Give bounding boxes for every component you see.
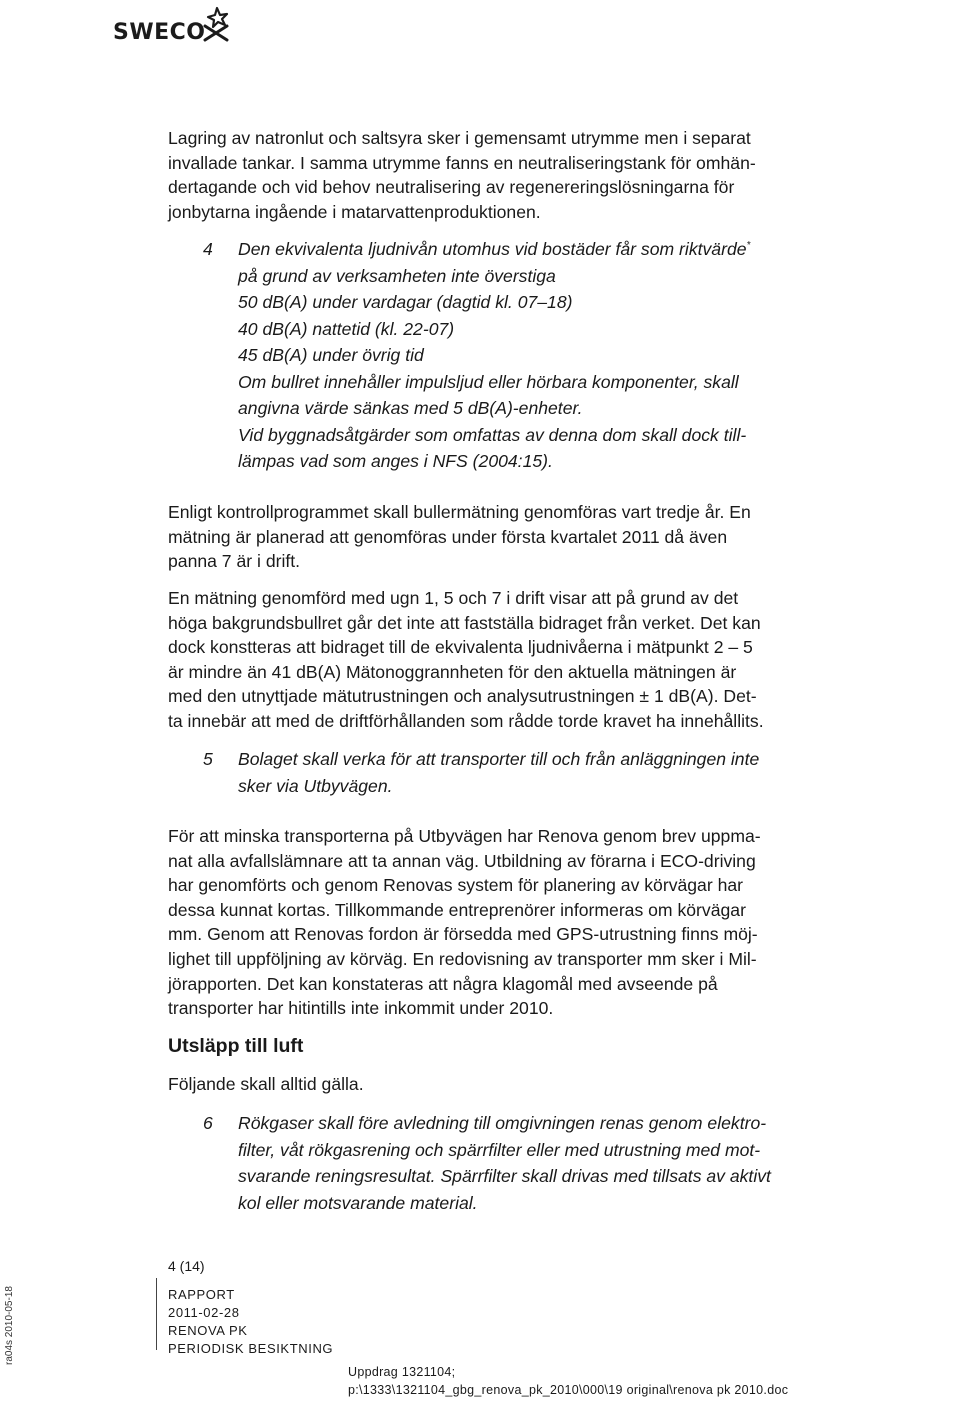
text-line: Följande skall alltid gälla. [168, 1074, 364, 1094]
condition-line-text: Den ekvivalenta ljudnivån utomhus vid bostäder får som riktvärde [238, 239, 747, 259]
text-line: ta innebär att med de driftförhållanden som rådde torde kravet ha innehållits. [168, 710, 764, 731]
logo-text: SWECO [113, 20, 206, 45]
text-line: För att minska transporterna på Utbyvägen har Renova genom brev uppma- [168, 826, 761, 846]
condition-line: angivna värde sänkas med 5 dB(A)-enheter. [238, 398, 583, 418]
condition-line: 50 dB(A) under vardagar (dagtid kl. 07–18) [238, 292, 573, 312]
page-number: 4 (14) [168, 1258, 205, 1274]
text-line: mätning är planerad att genomföras under första kvartalet 2011 då även [168, 526, 728, 547]
text-line: dock konstteras att bidraget till de ekvivalenta ljudnivåerna i mätpunkt 2 – 5 [168, 637, 753, 658]
footer-divider [156, 1278, 157, 1350]
text-line: jonbytarna ingående i matarvattenproduktionen. [168, 201, 541, 222]
footer-date: 2011-02-28 [168, 1305, 240, 1320]
condition-line: Bolaget skall verka för att transporter till och från anläggningen inte [238, 749, 760, 769]
condition-line: på grund av verksamheten inte överstiga [238, 265, 556, 286]
text-line: lighet till uppföljning av körväg. En redovisning av transporter mm sker i Mil- [168, 948, 757, 969]
footer-client: RENOVA PK [168, 1323, 248, 1338]
text-line: med den utnyttjade mätutrustningen och analysutrustningen ± 1 dB(A). Det- [168, 686, 757, 707]
control-paragraph [168, 500, 808, 574]
condition-number: 5 [203, 749, 213, 769]
text-line: Enligt kontrollprogrammet skall bullermätning genomföras vart tredje år. En [168, 502, 751, 522]
condition-line: sker via Utbyvägen. [238, 775, 393, 796]
footer-subject: PERIODISK BESIKTNING [168, 1341, 334, 1356]
footer-doc-type: RAPPORT [168, 1287, 235, 1302]
footer-block [168, 1286, 333, 1358]
condition-line: Vid byggnadsåtgärder som omfattas av denna dom skall dock till- [238, 424, 747, 445]
section-heading: Utsläpp till luft [168, 1035, 304, 1057]
text-line: transporter har hitintills inte inkommit under 2010. [168, 998, 554, 1019]
condition-line: Rökgaser skall före avledning till omgivningen renas genom elektro- [238, 1113, 767, 1133]
condition-line: 45 dB(A) under övrig tid [238, 345, 424, 365]
text-line: har genomförts och genom Renovas system för planering av körvägar har [168, 875, 744, 896]
text-line: är mindre än 41 dB(A) Mätonoggrannheten för den aktuella mätningen är [168, 661, 737, 682]
intro-paragraph [168, 126, 808, 224]
condition-number: 6 [203, 1113, 213, 1133]
text-line: höga bakgrundsbullret går det inte att fastställa bidraget från verket. Det kan [168, 612, 761, 633]
measurement-paragraph [168, 586, 808, 734]
text-line: nat alla avfallslämnare att ta annan väg. Utbildning av förarna i ECO-driving [168, 850, 756, 871]
text-line: dertagande och vid behov neutralisering av regenereringslösningarna för [168, 177, 735, 198]
condition-line: svarande reningsresultat. Spärrfilter skall drivas med tillsats av aktivt [238, 1166, 771, 1186]
text-line: invallade tankar. I samma utrymme fanns en neutraliseringstank för omhän- [168, 152, 756, 173]
condition-line: lämpas vad som anges i NFS (2004:15). [238, 451, 553, 471]
condition-line: Om bullret innehåller impulsljud eller hörbara komponenter, skall [238, 371, 739, 392]
condition-line: filter, våt rökgasrening och spärrfilter eller med utrustning med mot- [238, 1139, 761, 1160]
text-line: dessa kunnat kortas. Tillkommande entreprenörer informeras om körvägar [168, 899, 746, 920]
assignment-number: Uppdrag 1321104; [348, 1365, 456, 1379]
text-line: panna 7 är i drift. [168, 551, 301, 572]
footnote-marker: * [746, 240, 751, 252]
sweco-star-icon [201, 6, 233, 42]
text-line: En mätning genomförd med ugn 1, 5 och 7 i drift visar att på grund av det [168, 588, 739, 608]
text-line: jörapporten. Det kan konstateras att några klagomål med avseende på [168, 973, 718, 994]
text-line: mm. Genom att Renovas fordon är försedda med GPS-utrustning finns möj- [168, 924, 758, 945]
text-line: Lagring av natronlut och saltsyra sker i gemensamt utrymme men i separat [168, 128, 751, 148]
always-paragraph [168, 1072, 808, 1097]
template-code: ra04s 2010-05-18 [4, 1286, 15, 1365]
condition-line [238, 236, 813, 263]
footer-assignment [348, 1363, 788, 1399]
file-path: p:\1333\1321104_gbg_renova_pk_2010\000\19 original\renova pk 2010.doc [348, 1383, 789, 1397]
condition-number: 4 [203, 239, 213, 259]
condition-line: 40 dB(A) nattetid (kl. 22-07) [238, 318, 455, 339]
condition-line: kol eller motsvarande material. [238, 1192, 478, 1213]
transport-paragraph [168, 824, 808, 1021]
